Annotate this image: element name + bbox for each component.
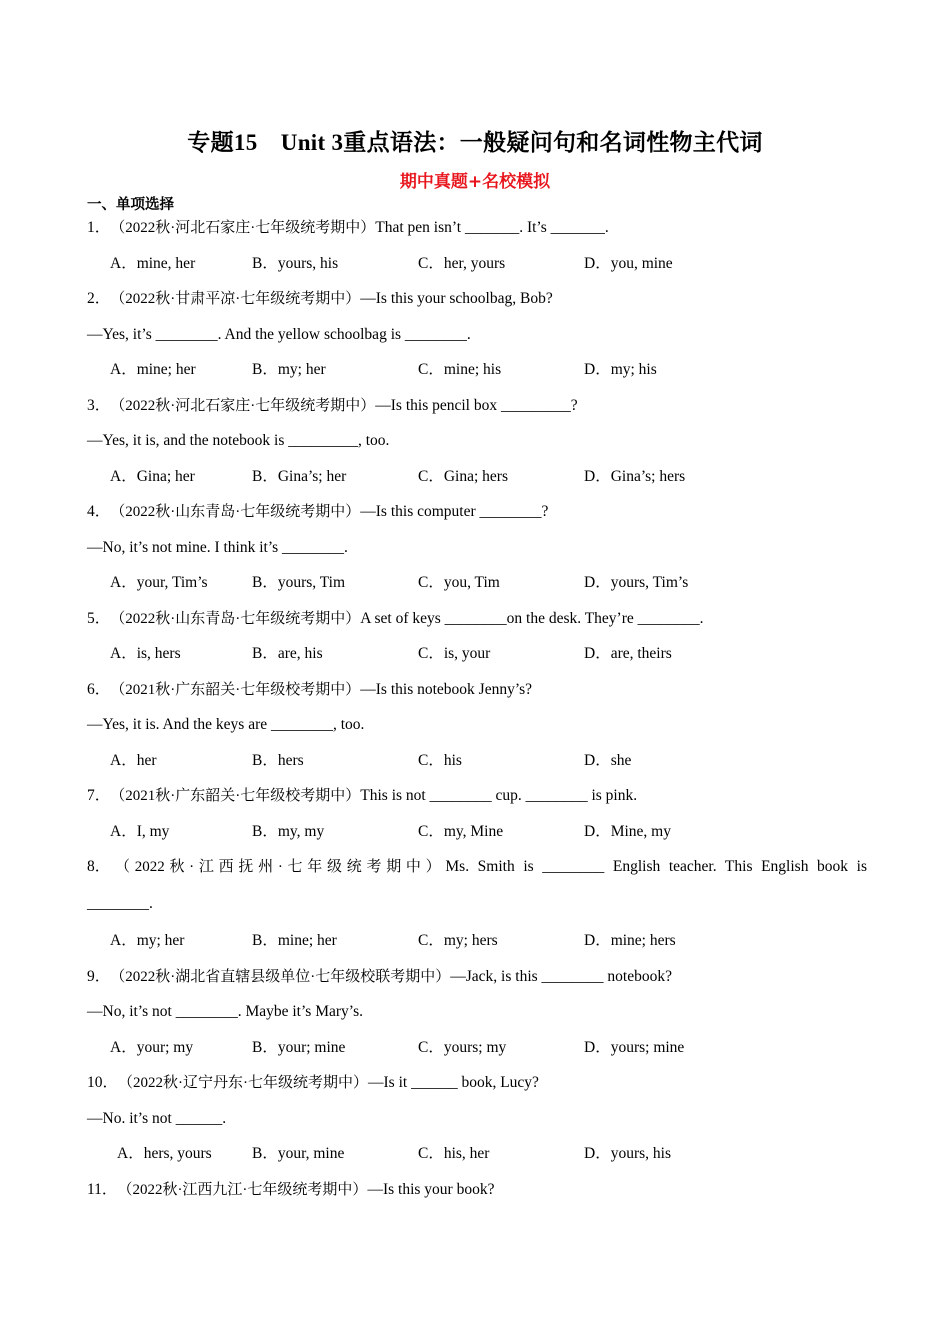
- question-number: 2．: [87, 290, 111, 307]
- option-b[interactable]: B．my; her: [252, 361, 326, 378]
- option-d[interactable]: D．yours, Tim’s: [584, 574, 689, 591]
- question-source: （2022秋·山东青岛·七年级统考期中）: [110, 610, 361, 627]
- question-number: 7．: [87, 787, 111, 804]
- question-number: 1．: [87, 219, 111, 236]
- question-text: —Is this computer ________?: [360, 503, 549, 520]
- question-source: （2021秋·广东韶关·七年级校考期中）: [110, 681, 361, 698]
- option-b[interactable]: B．hers: [252, 751, 304, 769]
- option-a[interactable]: A．your; my: [110, 1038, 194, 1056]
- question-source: （2022秋·山东青岛·七年级统考期中）: [110, 504, 361, 520]
- question-5-stem: [87, 608, 867, 644]
- option-d[interactable]: D．you, mine: [584, 254, 673, 272]
- option-b[interactable]: B．your; mine: [252, 1038, 346, 1056]
- option-d[interactable]: D．Gina’s; hers: [584, 467, 686, 485]
- question-number: 11．: [87, 1180, 118, 1198]
- question-4-stem: [87, 501, 867, 537]
- question-8-line-2: ________.: [87, 895, 153, 912]
- option-c[interactable]: C．is, your: [418, 645, 491, 662]
- question-text: —Is this pencil box _________?: [375, 396, 578, 414]
- option-a[interactable]: A．is, hers: [110, 645, 181, 662]
- question-8-stem: [87, 856, 867, 893]
- option-c[interactable]: C．Gina; hers: [418, 467, 508, 485]
- option-b[interactable]: B．your, mine: [252, 1145, 345, 1162]
- option-a[interactable]: A．my; her: [110, 932, 185, 949]
- question-number: 4．: [87, 503, 111, 520]
- question-source: （2022秋·辽宁丹东·七年级统考期中）: [118, 1075, 369, 1091]
- option-c[interactable]: C．his: [418, 751, 462, 769]
- option-d[interactable]: D．Mine, my: [584, 822, 671, 840]
- option-d[interactable]: D．mine; hers: [584, 932, 676, 949]
- option-c[interactable]: C．my, Mine: [418, 822, 504, 840]
- question-text: That pen isn’t _______. It’s _______.: [375, 219, 609, 236]
- option-c[interactable]: C．his, her: [418, 1145, 490, 1162]
- option-d[interactable]: D．yours, his: [584, 1145, 671, 1162]
- question-source: （2022秋·甘肃平凉·七年级统考期中）: [110, 291, 361, 307]
- question-source: （2022秋·江西九江·七年级统考期中）: [117, 1181, 368, 1198]
- question-number: 10．: [87, 1074, 119, 1091]
- question-2-stem: [87, 288, 867, 324]
- question-text: —Jack, is this ________ notebook?: [450, 967, 672, 985]
- question-2-options: [87, 359, 867, 395]
- question-7-options: [87, 821, 867, 857]
- question-3-stem: [87, 395, 867, 431]
- question-10-line-2: —No. it’s not ______.: [87, 1109, 227, 1127]
- option-a[interactable]: A．I, my: [110, 822, 170, 840]
- option-b[interactable]: B．yours, his: [252, 254, 339, 272]
- question-11-stem: [87, 1179, 867, 1215]
- page-title: 专题15 Unit 3重点语法：一般疑问句和名词性物主代词: [187, 130, 763, 155]
- question-1-stem: [87, 217, 867, 253]
- option-b[interactable]: B．my, my: [252, 822, 325, 840]
- option-b[interactable]: B．mine; her: [252, 932, 337, 949]
- option-a[interactable]: A．her: [110, 751, 157, 769]
- question-5-options: [87, 643, 867, 679]
- option-a[interactable]: A．mine, her: [110, 254, 196, 272]
- option-d[interactable]: D．she: [584, 751, 632, 769]
- question-6-options: [87, 750, 867, 786]
- question-3-options: [87, 466, 867, 502]
- question-number: 6．: [87, 680, 111, 698]
- question-9-options: [87, 1037, 867, 1073]
- question-10-stem: [87, 1072, 867, 1108]
- page-subtitle: 期中真题+名校模拟: [399, 172, 551, 192]
- option-d[interactable]: D．my; his: [584, 361, 657, 378]
- option-a[interactable]: A．Gina; her: [110, 467, 195, 485]
- option-d[interactable]: D．yours; mine: [584, 1038, 685, 1056]
- question-6-line-2: —Yes, it is. And the keys are ________, too.: [87, 716, 365, 733]
- question-source: （2022秋·湖北省直辖县级单位·七年级校联考期中）: [110, 968, 451, 985]
- option-b[interactable]: B．yours, Tim: [252, 574, 346, 591]
- option-a[interactable]: A．mine; her: [110, 361, 196, 378]
- question-number: 3．: [87, 396, 111, 414]
- option-c[interactable]: C．mine; his: [418, 361, 502, 378]
- option-c[interactable]: C．her, yours: [418, 254, 506, 272]
- question-text: —Is this notebook Jenny’s?: [360, 680, 533, 698]
- question-list: [87, 217, 867, 1214]
- question-9-line-2: —No, it’s not ________. Maybe it’s Mary’s.: [87, 1003, 363, 1020]
- question-text: —Is this your schoolbag, Bob?: [360, 290, 553, 307]
- section-heading: 一、单项选择: [87, 197, 174, 213]
- question-text: —Is this your book?: [367, 1180, 495, 1198]
- option-a[interactable]: A．hers, yours: [117, 1145, 212, 1162]
- question-number: 9．: [87, 967, 111, 985]
- option-c[interactable]: C．you, Tim: [418, 574, 500, 591]
- question-source: （2022秋·江西抚州·七年级统考期中）: [110, 859, 446, 875]
- question-10-options: [87, 1143, 867, 1179]
- question-number: 8．: [87, 858, 111, 875]
- question-7-stem: [87, 785, 867, 821]
- option-c[interactable]: C．my; hers: [418, 932, 498, 949]
- question-text: This is not ________ cup. ________ is pink.: [360, 787, 638, 804]
- option-c[interactable]: C．yours; my: [418, 1038, 507, 1056]
- question-4-options: [87, 572, 867, 608]
- question-8-options: [87, 930, 867, 966]
- question-source: （2021秋·广东韶关·七年级校考期中）: [110, 788, 361, 804]
- question-2-line-2: —Yes, it’s ________. And the yellow schoolbag is ________.: [87, 325, 471, 343]
- question-6-stem: [87, 679, 867, 715]
- question-number: 5．: [87, 609, 111, 627]
- question-text: A set of keys ________on the desk. They’re ________.: [360, 609, 704, 627]
- option-b[interactable]: B．are, his: [252, 645, 323, 662]
- question-9-stem: [87, 966, 867, 1002]
- question-4-line-2: —No, it’s not mine. I think it’s ________.: [87, 538, 348, 556]
- question-source: （2022秋·河北石家庄·七年级统考期中）: [110, 220, 376, 236]
- question-3-line-2: —Yes, it is, and the notebook is _________, too.: [87, 432, 390, 449]
- question-1-options: [87, 253, 867, 289]
- option-d[interactable]: D．are, theirs: [584, 645, 672, 662]
- question-text: Ms. Smith is ________ English teacher. This English book is: [445, 858, 867, 875]
- question-source: （2022秋·河北石家庄·七年级统考期中）: [110, 397, 376, 414]
- question-text: —Is it ______ book, Lucy?: [368, 1074, 539, 1091]
- option-b[interactable]: B．Gina’s; her: [252, 467, 347, 485]
- option-a[interactable]: A．your, Tim’s: [110, 574, 208, 591]
